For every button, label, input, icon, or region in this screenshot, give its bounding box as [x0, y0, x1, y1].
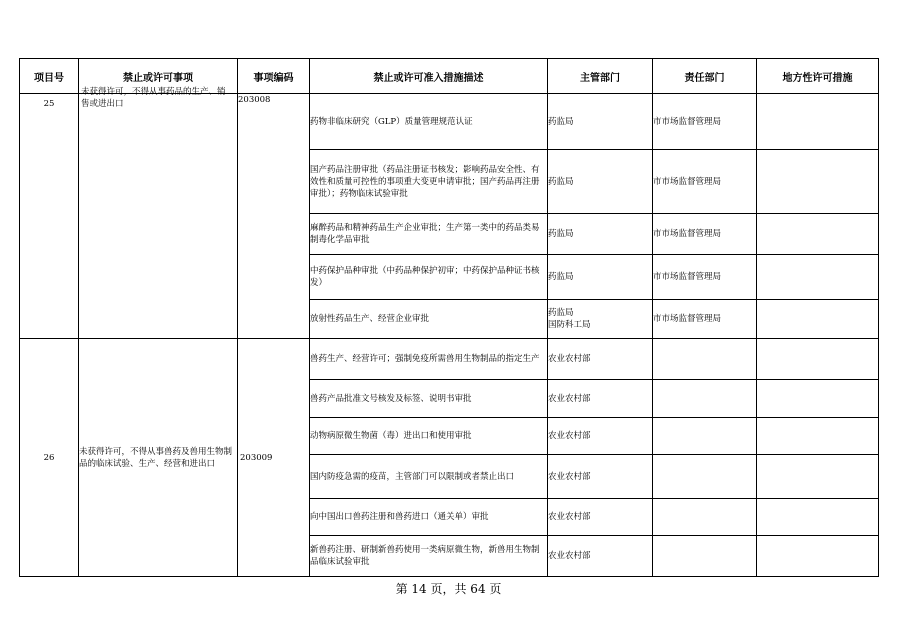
measure-description: 国产药品注册审批（药品注册证书核发；影响药品安全性、有效性和质量可控性的事项重大变更申请审批；国产药品再注册审批）；药物临床试验审批: [310, 150, 548, 214]
measure-description: 兽药生产、经营许可；强制免疫所需兽用生物制品的指定生产: [310, 339, 548, 380]
competent-dept: 农业农村部: [548, 418, 653, 455]
competent-dept: 药监局: [548, 94, 653, 150]
header-code: 事项编码: [238, 59, 310, 94]
table-row: [20, 339, 879, 380]
competent-dept: 药监局: [548, 214, 653, 255]
measure-description: 新兽药注册、研制新兽药使用一类病原微生物，新兽用生物制品临床试验审批: [310, 536, 548, 577]
measure-description: 向中国出口兽药注册和兽药进口（通关单）审批: [310, 499, 548, 536]
table-row: [20, 94, 879, 150]
responsible-dept: 市市场监督管理局: [653, 150, 757, 214]
responsible-dept: [653, 536, 757, 577]
item-code: 203009: [238, 339, 310, 577]
responsible-dept: [653, 455, 757, 499]
local-measure: [757, 380, 879, 418]
competent-dept: 农业农村部: [548, 339, 653, 380]
header-item-number: 项目号: [20, 59, 79, 94]
measure-description: 国内防疫急需的疫苗，主管部门可以限制或者禁止出口: [310, 455, 548, 499]
item-number: 25: [20, 94, 79, 339]
competent-dept: 药监局: [548, 150, 653, 214]
competent-dept: 药监局 国防科工局: [548, 300, 653, 339]
responsible-dept: [653, 380, 757, 418]
competent-dept: 农业农村部: [548, 380, 653, 418]
item-code: 203008: [238, 94, 310, 339]
local-measure: [757, 300, 879, 339]
measure-description: 麻醉药品和精神药品生产企业审批；生产第一类中的药品类易制毒化学品审批: [310, 214, 548, 255]
responsible-dept: [653, 499, 757, 536]
local-measure: [757, 339, 879, 380]
local-measure: [757, 150, 879, 214]
responsible-dept: [653, 418, 757, 455]
header-measure-description: 禁止或许可准入措施描述: [310, 59, 548, 94]
competent-dept: 农业农村部: [548, 499, 653, 536]
matter-text: 未获得许可，不得从事药品的生产、销售或进出口: [79, 94, 238, 339]
local-measure: [757, 455, 879, 499]
competent-dept: 农业农村部: [548, 455, 653, 499]
measure-description: 兽药产品批准文号核发及标签、说明书审批: [310, 380, 548, 418]
header-responsible-dept: 责任部门: [653, 59, 757, 94]
responsible-dept: 市市场监督管理局: [653, 300, 757, 339]
responsible-dept: 市市场监督管理局: [653, 214, 757, 255]
competent-dept: 农业农村部: [548, 536, 653, 577]
header-local-measure: 地方性许可措施: [757, 59, 879, 94]
competent-dept: 药监局: [548, 255, 653, 300]
measure-description: 药物非临床研究（GLP）质量管理规范认证: [310, 94, 548, 150]
responsible-dept: [653, 339, 757, 380]
local-measure: [757, 418, 879, 455]
page-footer: 第 14 页，共 64 页: [395, 582, 502, 596]
responsible-dept: 市市场监督管理局: [653, 94, 757, 150]
local-measure: [757, 499, 879, 536]
measure-description: 放射性药品生产、经营企业审批: [310, 300, 548, 339]
responsible-dept: 市市场监督管理局: [653, 255, 757, 300]
header-matter: 禁止或许可事项: [79, 59, 238, 94]
local-measure: [757, 255, 879, 300]
local-measure: [757, 94, 879, 150]
local-measure: [757, 536, 879, 577]
local-measure: [757, 214, 879, 255]
header-competent-dept: 主管部门: [548, 59, 653, 94]
item-number: 26: [20, 339, 79, 577]
measure-description: 动物病原微生物菌（毒）进出口和使用审批: [310, 418, 548, 455]
measure-description: 中药保护品种审批（中药品种保护初审；中药保护品种证书核发）: [310, 255, 548, 300]
matter-text: 未获得许可，不得从事兽药及兽用生物制品的临床试验、生产、经营和进出口: [79, 339, 238, 577]
regulation-table: [19, 58, 879, 577]
